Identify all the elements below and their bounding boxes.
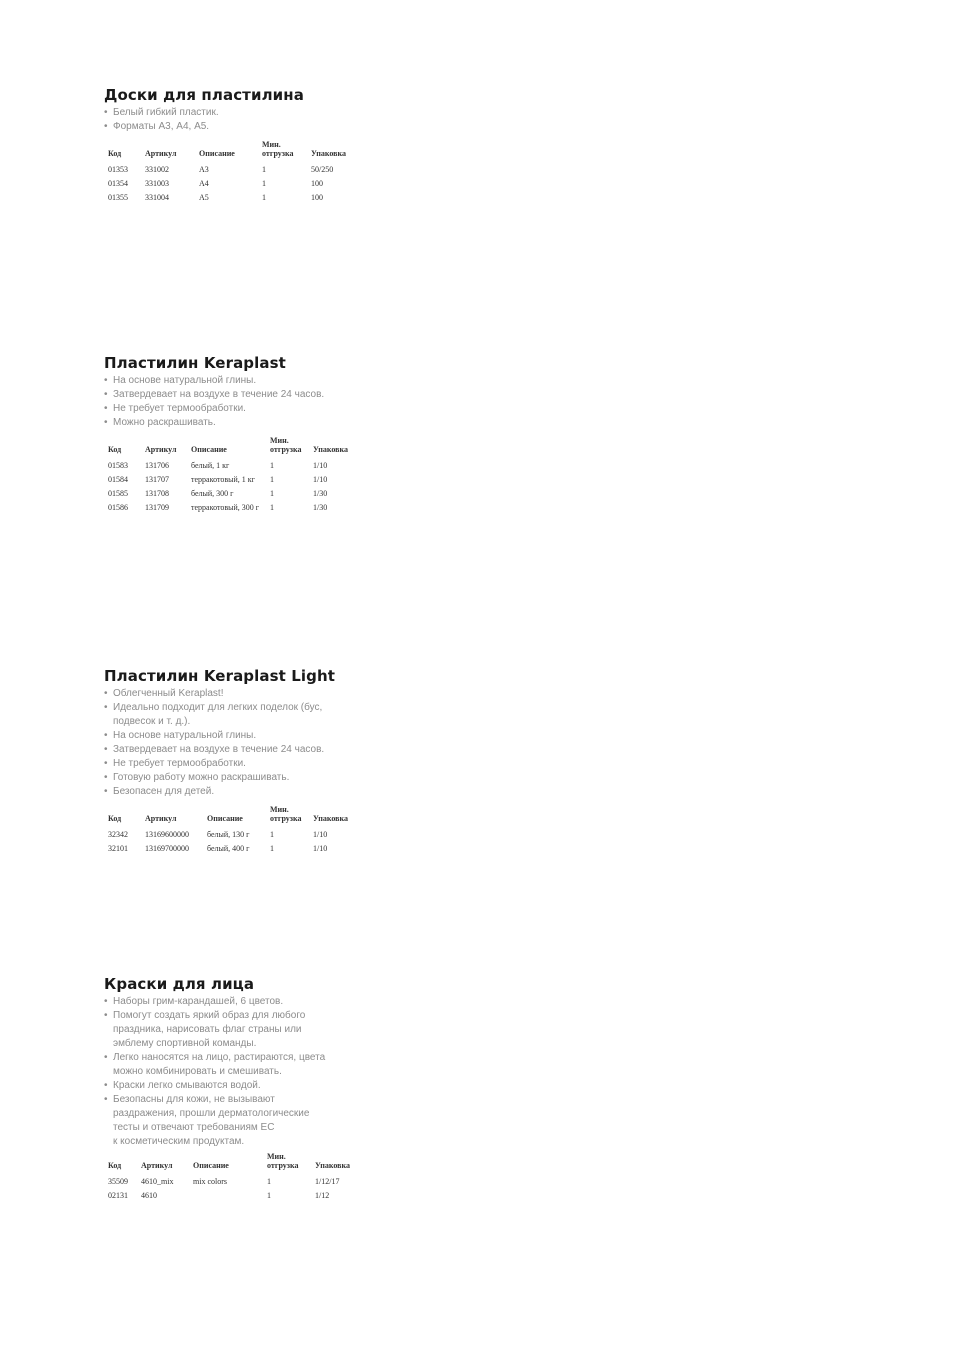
cell-article: 131706 [145,461,169,470]
feature-item: • На основе натуральной глины. [104,374,404,388]
cell-code: 32342 [108,830,128,839]
cell-description: терракотовый, 1 кг [191,475,255,484]
feature-item: • Можно раскрашивать. [104,416,404,430]
col-header-description: Описание [193,1161,229,1170]
cell-article: 131707 [145,475,169,484]
min-line1: Мин. [270,436,289,445]
feature-item: • Идеально подходит для легких поделок (бус, подвесок и т. д.). [104,701,404,729]
feature-item: • Безопасны для кожи, не вызывают раздражения, прошли дерматологические тесты и отвечают требованиям ЕС к косметическим продуктам. [104,1093,404,1149]
cell-pack: 100 [311,193,323,202]
col-header-description: Описание [199,149,235,158]
cell-description: терракотовый, 300 г [191,503,260,512]
cell-min-shipment: 1 [270,844,274,853]
cell-description: А5 [199,193,209,202]
cell-code: 01586 [108,503,128,512]
col-header-code: Код [108,445,122,454]
table-row [108,163,361,177]
cell-code: 01354 [108,179,128,188]
cell-description: белый, 130 г [207,830,250,839]
feature-item: • Белый гибкий пластик. [104,106,404,120]
product-table [108,436,363,515]
feature-item: • На основе натуральной глины. [104,729,404,743]
col-header-min-shipment [267,1152,315,1175]
product-table [108,1152,365,1203]
feature-item: • Наборы грим-карандашей, 6 цветов. [104,995,404,1009]
table-header-row [108,805,363,828]
col-header-pack: Упаковка [315,1161,350,1170]
cell-code: 32101 [108,844,128,853]
cell-description: А3 [199,165,209,174]
feature-item: • Облегченный Keraplast! [104,687,404,701]
col-header-description: Описание [207,814,243,823]
table-row [108,473,363,487]
feature-item: • Не требует термообработки. [104,402,404,416]
cell-code: 35509 [108,1177,128,1186]
cell-article: 131709 [145,503,169,512]
cell-article: 13169600000 [145,830,189,839]
cell-code: 02131 [108,1191,128,1200]
cell-code: 01583 [108,461,128,470]
table-row [108,459,363,473]
min-line1: Мин. [270,805,289,814]
min-line1: Мин. [267,1152,286,1161]
cell-article: 331003 [145,179,169,188]
feature-item: • Форматы А3, А4, А5. [104,120,404,134]
product-table [108,805,363,856]
col-header-article: Артикул [145,149,177,158]
cell-pack: 1/30 [313,503,328,512]
table-row [108,501,363,515]
table-row [108,177,361,191]
cell-article: 331002 [145,165,169,174]
feature-item: • Помогут создать яркий образ для любого праздника, нарисовать флаг страны или эмблему спортивной команды. [104,1009,404,1051]
section-title: Пластилин Keraplast [104,354,286,372]
section-keraplast-light [104,667,404,856]
table-row [108,487,363,501]
table-row [108,842,363,856]
col-header-code: Код [108,149,122,158]
cell-pack: 100 [311,179,323,188]
cell-min-shipment: 1 [270,475,274,484]
cell-pack: 50/250 [311,165,334,174]
cell-min-shipment: 1 [270,830,274,839]
section-plasticine-boards [104,86,404,205]
feature-item: • Легко наносятся на лицо, растираются, цвета можно комбинировать и смешивать. [104,1051,404,1079]
feature-item: • Безопасен для детей. [104,785,404,799]
cell-pack: 1/10 [313,461,328,470]
table-header-row [108,140,361,163]
col-header-article: Артикул [145,814,177,823]
col-header-code: Код [108,1161,122,1170]
col-header-description: Описание [191,445,227,454]
feature-list [104,995,404,1149]
cell-min-shipment: 1 [262,165,266,174]
feature-list [104,374,404,430]
section-title: Пластилин Keraplast Light [104,667,336,685]
table-row [108,1175,365,1189]
min-line2: отгрузка [267,1161,299,1170]
cell-description: белый, 300 г [191,489,234,498]
feature-list [104,106,404,134]
cell-article: 131708 [145,489,169,498]
col-header-min-shipment [262,140,311,163]
min-line1: Мин. [262,140,281,149]
cell-article: 13169700000 [145,844,189,853]
feature-item: • Краски легко смываются водой. [104,1079,404,1093]
section-keraplast [104,354,404,515]
cell-min-shipment: 1 [262,193,266,202]
feature-item: • Затвердевает на воздухе в течение 24 часов. [104,743,404,757]
cell-code: 01355 [108,193,128,202]
cell-code: 01584 [108,475,128,484]
feature-list [104,687,404,799]
cell-code: 01353 [108,165,128,174]
section-title: Краски для лица [104,975,255,993]
cell-min-shipment: 1 [270,503,274,512]
cell-description: А4 [199,179,209,188]
col-header-article: Артикул [145,445,177,454]
product-table [108,140,361,205]
section-face-paint [104,975,404,1203]
cell-min-shipment: 1 [270,489,274,498]
col-header-pack: Упаковка [313,814,348,823]
section-title: Доски для пластилина [104,86,304,104]
table-header-row [108,1152,365,1175]
cell-description: mix colors [193,1177,227,1186]
col-header-pack: Упаковка [313,445,348,454]
cell-description: белый, 400 г [207,844,250,853]
col-header-min-shipment [270,436,313,459]
cell-pack: 1/10 [313,475,328,484]
col-header-code: Код [108,814,122,823]
cell-pack: 1/10 [313,844,328,853]
cell-article: 4610_mix [141,1177,174,1186]
cell-min-shipment: 1 [270,461,274,470]
min-line2: отгрузка [270,445,302,454]
cell-code: 01585 [108,489,128,498]
cell-pack: 1/30 [313,489,328,498]
cell-min-shipment: 1 [267,1191,271,1200]
table-row [108,191,361,205]
table-header-row [108,436,363,459]
col-header-article: Артикул [141,1161,173,1170]
col-header-pack: Упаковка [311,149,346,158]
cell-min-shipment: 1 [267,1177,271,1186]
min-line2: отгрузка [270,814,302,823]
cell-description: белый, 1 кг [191,461,230,470]
feature-item: • Затвердевает на воздухе в течение 24 часов. [104,388,404,402]
cell-min-shipment: 1 [262,179,266,188]
cell-pack: 1/12 [315,1191,330,1200]
table-row [108,828,363,842]
min-line2: отгрузка [262,149,294,158]
col-header-min-shipment [270,805,313,828]
feature-item: • Не требует термообработки. [104,757,404,771]
table-row [108,1189,365,1203]
cell-article: 4610 [141,1191,157,1200]
cell-pack: 1/10 [313,830,328,839]
cell-description [193,1189,267,1203]
cell-pack: 1/12/17 [315,1177,340,1186]
cell-article: 331004 [145,193,169,202]
feature-item: • Готовую работу можно раскрашивать. [104,771,404,785]
